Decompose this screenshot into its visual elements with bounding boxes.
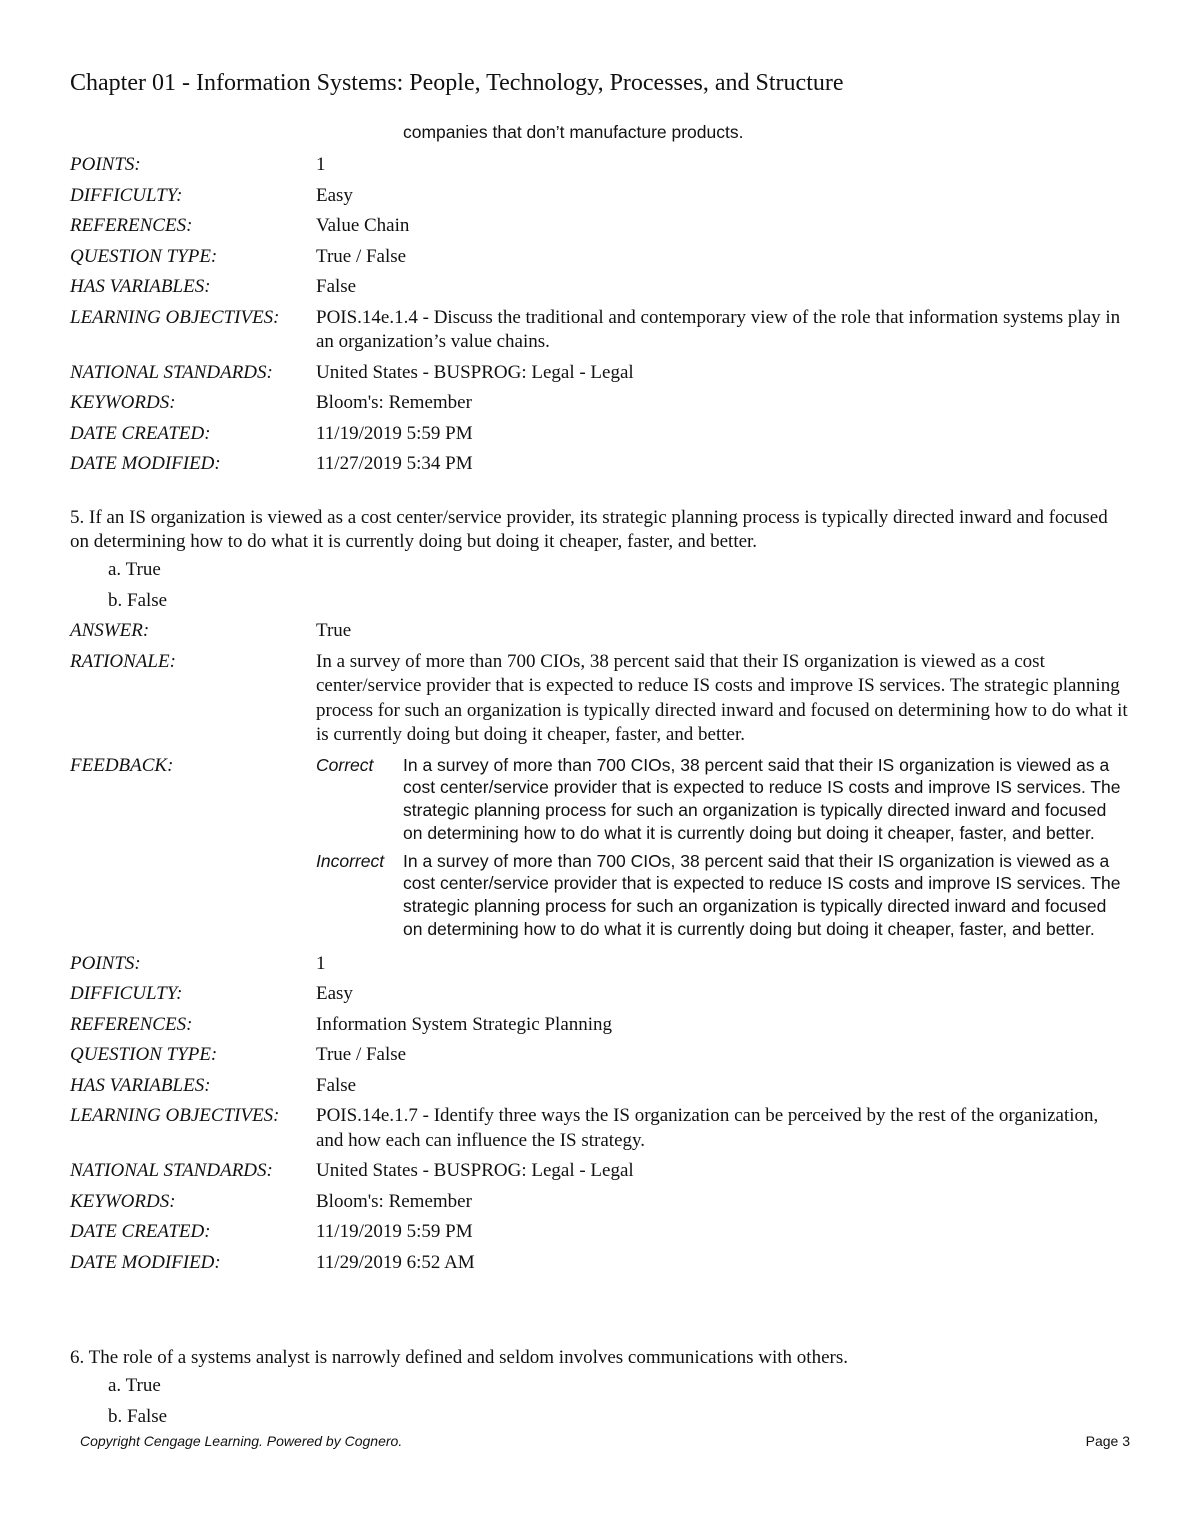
metadata-value: United States - BUSPROG: Legal - Legal	[316, 1160, 634, 1182]
metadata-row	[70, 1190, 1130, 1221]
metadata-value: POIS.14e.1.4 - Discuss the traditional and contemporary view of the role that information systems play in an organization’s value chains.	[316, 306, 1121, 352]
answer-row	[70, 619, 1130, 650]
metadata-row	[70, 1251, 1130, 1282]
metadata-label: KEYWORDS:	[70, 1190, 176, 1212]
metadata-label: DIFFICULTY:	[70, 983, 183, 1005]
metadata-label: HAS VARIABLES:	[70, 1074, 211, 1096]
metadata-row	[70, 245, 1130, 276]
metadata-value: False	[316, 1074, 357, 1096]
metadata-row	[70, 361, 1130, 392]
metadata-value: True / False	[316, 1044, 407, 1066]
metadata-value: 11/19/2019 5:59 PM	[316, 422, 473, 444]
page-title: Chapter 01 - Information Systems: People, Technology, Processes, and Structure	[70, 70, 844, 96]
metadata-row	[70, 952, 1130, 983]
metadata-value: 1	[316, 154, 326, 175]
feedback-incorrect-text: In a survey of more than 700 CIOs, 38 percent said that their IS organization is viewed as a cost center/service provider that is expected to reduce IS costs and improve IS services. The strategic planning process for such an organization is typically directed inward and focused on determining how to do what it is currently doing but doing it cheaper, faster, and better.	[403, 850, 1121, 940]
metadata-label: QUESTION TYPE:	[70, 1044, 218, 1066]
question-5-metadata	[70, 952, 1130, 1282]
metadata-value: Information System Strategic Planning	[316, 1013, 613, 1035]
question-6	[70, 1346, 1130, 1435]
metadata-row	[70, 306, 1130, 361]
metadata-label: KEYWORDS:	[70, 392, 176, 413]
metadata-label: DATE MODIFIED:	[70, 453, 221, 474]
question-4-metadata	[70, 153, 1130, 483]
rationale-value: In a survey of more than 700 CIOs, 38 percent said that their IS organization is viewed as a cost center/service provider that is expected to reduce IS costs and improve IS services. The strategic planning process for such an organization is typically directed inward and focused on determining how to do what it is currently doing but doing it cheaper, faster, and better.	[316, 650, 1128, 745]
metadata-value: United States - BUSPROG: Legal - Legal	[316, 361, 634, 383]
feedback-correct-text: In a survey of more than 700 CIOs, 38 percent said that their IS organization is viewed as a cost center/service provider that is expected to reduce IS costs and improve IS services. The strategic planning process for such an organization is typically directed inward and focused on determining how to do what it is currently doing but doing it cheaper, faster, and better.	[403, 754, 1121, 843]
question-5	[70, 506, 1130, 1281]
metadata-row	[70, 1013, 1130, 1044]
metadata-label: NATIONAL STANDARDS:	[70, 361, 273, 383]
metadata-value: Easy	[316, 184, 353, 206]
metadata-label: POINTS:	[70, 154, 141, 175]
metadata-value: True / False	[316, 245, 407, 267]
answer-value: True	[316, 620, 352, 641]
metadata-value: 11/19/2019 5:59 PM	[316, 1221, 473, 1243]
metadata-row	[70, 153, 1130, 184]
metadata-value: False	[316, 276, 357, 297]
metadata-row	[70, 275, 1130, 306]
metadata-row	[70, 452, 1130, 483]
metadata-label: QUESTION TYPE:	[70, 245, 218, 267]
question-text: 5. If an IS organization is viewed as a cost center/service provider, its strategic planning process is typically directed inward and focused on determining how to do what it is currently doing but doing it cheaper, faster, and better.	[70, 507, 1108, 552]
option-true: a. True	[108, 559, 161, 580]
metadata-row	[70, 214, 1130, 245]
metadata-row	[70, 1220, 1130, 1251]
rationale-row	[70, 650, 1130, 754]
feedback-label: FEEDBACK:	[70, 754, 174, 776]
metadata-value: 11/27/2019 5:34 PM	[316, 453, 473, 474]
answer-label: ANSWER:	[70, 620, 150, 641]
feedback-correct-label: Correct	[316, 754, 374, 775]
feedback-correct	[316, 754, 1130, 845]
metadata-value: Value Chain	[316, 215, 410, 236]
previous-question-continuation: companies that don’t manufacture products.	[403, 122, 744, 142]
option-false: b. False	[108, 1405, 168, 1427]
metadata-row	[70, 422, 1130, 453]
option-true: a. True	[108, 1375, 161, 1396]
metadata-value: 11/29/2019 6:52 AM	[316, 1251, 475, 1273]
footer-copyright: Copyright Cengage Learning. Powered by Cognero.	[80, 1433, 403, 1449]
metadata-row	[70, 1104, 1130, 1159]
page-number: Page 3	[1085, 1433, 1130, 1449]
question-text: 6. The role of a systems analyst is narrowly defined and seldom involves communications with others.	[70, 1347, 848, 1368]
metadata-row	[70, 1043, 1130, 1074]
metadata-label: DATE MODIFIED:	[70, 1251, 221, 1273]
option-false: b. False	[108, 589, 168, 611]
metadata-value: Bloom's: Remember	[316, 392, 472, 413]
feedback-row	[70, 754, 1130, 952]
metadata-row	[70, 982, 1130, 1013]
metadata-label: POINTS:	[70, 952, 141, 974]
metadata-label: DATE CREATED:	[70, 422, 211, 444]
metadata-label: NATIONAL STANDARDS:	[70, 1160, 273, 1182]
metadata-value: Easy	[316, 983, 353, 1005]
metadata-row	[70, 184, 1130, 215]
metadata-label: DATE CREATED:	[70, 1221, 211, 1243]
metadata-label: LEARNING OBJECTIVES:	[70, 306, 280, 328]
rationale-label: RATIONALE:	[70, 650, 176, 672]
metadata-label: REFERENCES:	[70, 1013, 193, 1035]
metadata-row	[70, 1159, 1130, 1190]
metadata-label: REFERENCES:	[70, 215, 193, 236]
metadata-value: Bloom's: Remember	[316, 1190, 472, 1212]
metadata-value: POIS.14e.1.7 - Identify three ways the IS organization can be perceived by the rest of the organization, and how each can influence the IS strategy.	[316, 1105, 1099, 1151]
metadata-label: HAS VARIABLES:	[70, 276, 211, 297]
metadata-row	[70, 391, 1130, 422]
metadata-label: LEARNING OBJECTIVES:	[70, 1105, 280, 1127]
feedback-incorrect-label: Incorrect	[316, 850, 385, 871]
metadata-label: DIFFICULTY:	[70, 184, 183, 206]
metadata-row	[70, 1074, 1130, 1105]
feedback-incorrect	[316, 850, 1130, 941]
metadata-value: 1	[316, 952, 326, 974]
feedback-list	[316, 754, 1130, 946]
